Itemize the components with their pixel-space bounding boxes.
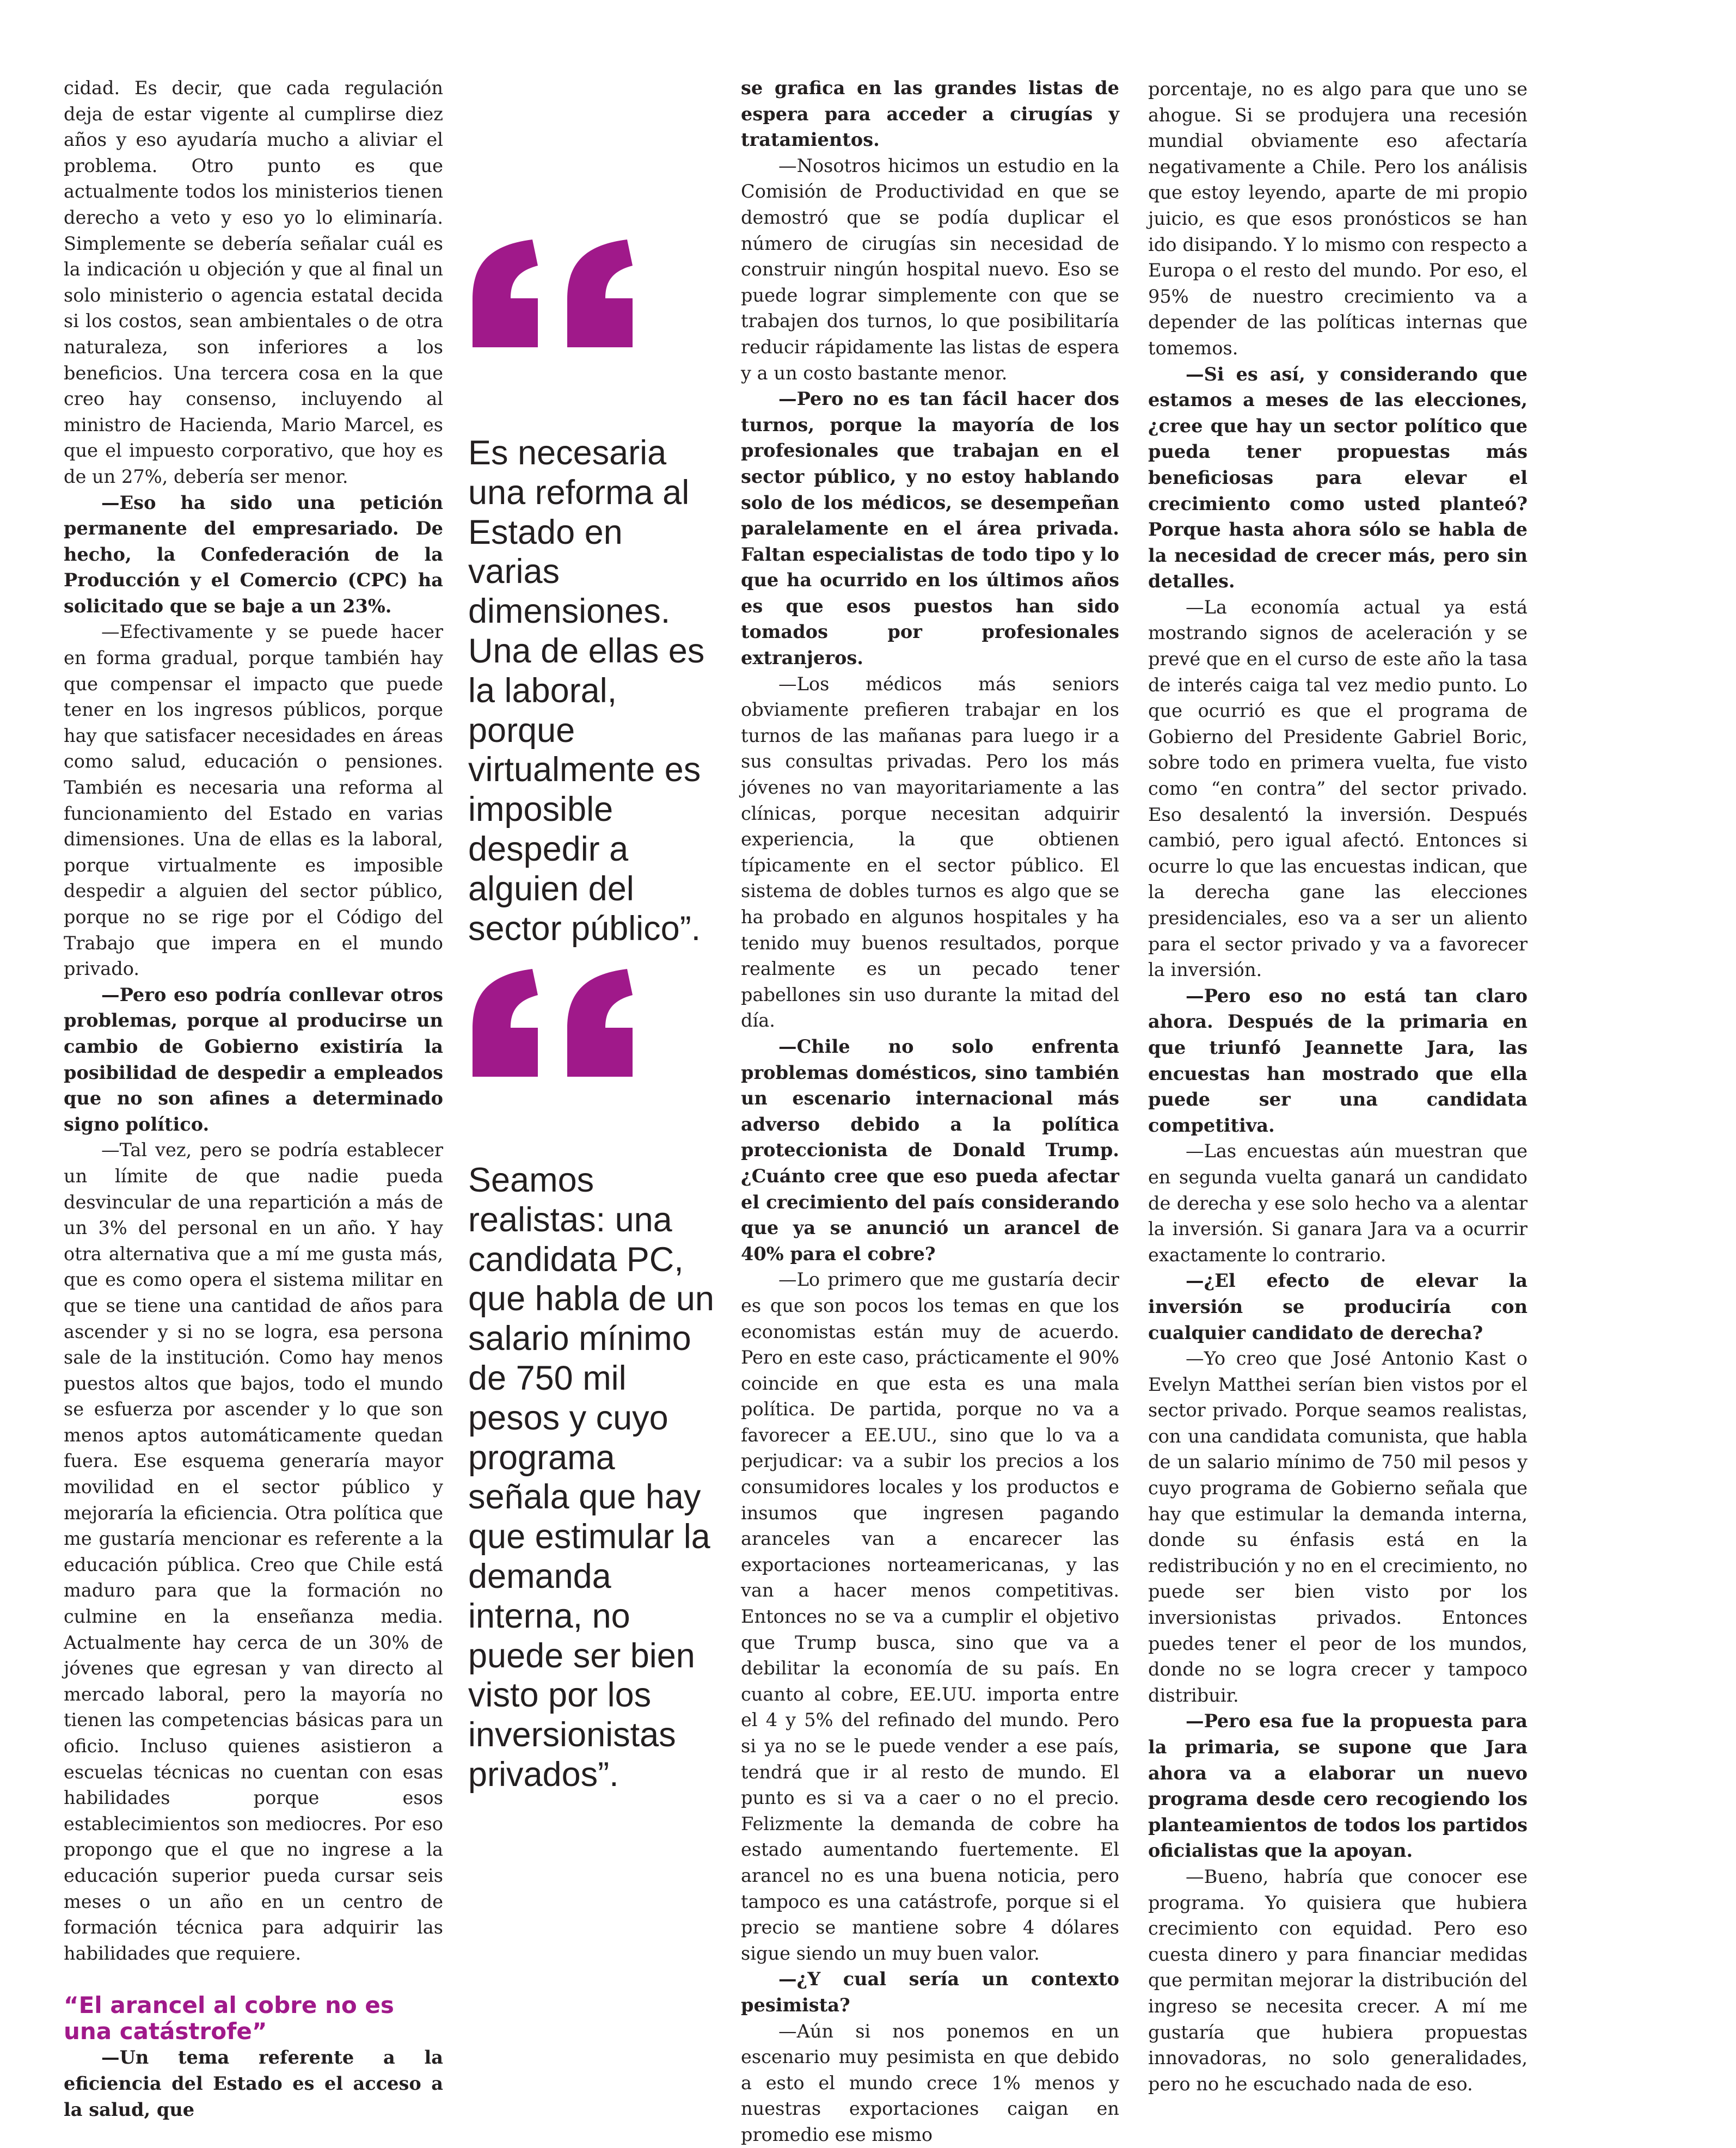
interview-answer: —Aún si nos ponemos en un escenario muy pesimista en que debido a esto el mundo crece 1% menos y nuestras exportaciones caigan en promedio ese mismo: [741, 2020, 1119, 2145]
interview-answer: —Nosotros hicimos un estudio en la Comisión de Productividad en que se demostró que se podía duplicar el número de cirugías sin necesidad de construir ningún hospital nuevo. Eso se puede lograr simplemente con que se trabajen dos turnos, lo que posibilitaría reducir rápidamente las listas de espera y a un costo bastante menor.: [741, 155, 1119, 384]
interview-question: —Chile no solo enfrenta problemas domésticos, sino también un escenario internacional más adverso debido a la política proteccionista de Donald Trump. ¿Cuánto cree que eso pueda afectar el crecimiento del país considerando que ya se anunció un arancel de 40% para el cobre?: [741, 1035, 1119, 1265]
interview-question: —Pero eso podría conllevar otros problemas, porque al producirse un cambio de Gobierno existiría la posibilidad de despedir a empleados que no son afines a determinado signo político.: [64, 983, 443, 1135]
paragraph: cidad. Es decir, que cada regulación deja de estar vigente al cumplirse diez años y eso ayudaría mucho a aliviar el problema. Otro punto es que actualmente todos los ministerios tienen derecho a veto y eso yo lo eliminaría. Simplemente se debería señalar cuál es la indicación u objeción y que al final un solo ministerio o agencia estatal decida si los costos, sean ambientales o de otra naturaleza, son inferiores a los beneficios. Una tercera cosa en la que creo hay consenso, incluyendo al ministro de Hacienda, Mario Marcel, es que el impuesto corporativo, que hoy es de un 27%, debería ser menor.: [64, 77, 443, 487]
interview-question: —¿El efecto de elevar la inversión se produciría con cualquier candidato de derecha?: [1148, 1269, 1528, 1343]
interview-question: se grafica en las grandes listas de espera para acceder a cirugías y tratamientos.: [741, 77, 1119, 151]
interview-question: —Un tema referente a la eficiencia del Estado es el acceso a la salud, que: [64, 2046, 443, 2120]
interview-answer: —Lo primero que me gustaría decir es que son pocos los temas en que los economistas están muy de acuerdo. Pero en este caso, prácticamente el 90% coincide en que esta es una mala política. De partida, porque no va a favorecer a EE.UU., sino que lo va a perjudicar: va a subir los precios a los consumidores locales y los productos e insumos que ingresen pagando aranceles van a encarecer las exportaciones norteamericanas, y las van a hacer menos competitivas. Entonces no se va a cumplir el objetivo que Trump busca, sino que va a debilitar la economía de su país. En cuanto al cobre, EE.UU. importa entre el 4 y 5% del refinado del mundo. Pero si ya no se le puede vender a ese país, tendrá que ir al resto de mundo. El punto es si va a caer o no el precio. Felizmente la demanda de cobre ha estado aumentando fuertemente. El arancel no es una buena noticia, pero tampoco es una catástrofe, porque si el precio se mantiene sobre 4 dólares sigue siendo un muy buen valor.: [741, 1269, 1119, 1964]
interview-question: —Si es así, y considerando que estamos a meses de las elecciones, ¿cree que hay un sector político que pueda tener propuestas más beneficiosas para elevar el crecimiento como usted planteó? Porque hasta ahora sólo se habla de la necesidad de crecer más, pero sin detalles.: [1148, 363, 1528, 592]
interview-answer: —La economía actual ya está mostrando signos de aceleración y se prevé que en el curso de este año la tasa de interés caiga tal vez medio punto. Lo que ocurrió es que el programa de Gobierno del Presidente Gabriel Boric, sobre todo en primera vuelta, fue visto como “en contra” del sector privado. Eso desalentó la inversión. Después cambió, pero igual afectó. Entonces si ocurre lo que las encuestas indican, que la derecha gane las elecciones presidenciales, eso va a ser un aliento para el sector privado y va a favorecer la inversión.: [1148, 596, 1528, 981]
interview-question: —Pero eso no está tan claro ahora. Después de la primaria en que triunfó Jeannette Jara, las encuestas han mostrado que ella puede ser una candidata competitiva.: [1148, 984, 1528, 1136]
section-subheading: “El arancel al cobre no es una catástrofe”: [64, 1992, 394, 2045]
interview-answer: —Bueno, habría que conocer ese programa. Yo quisiera que hubiera crecimiento con equidad. Pero eso cuesta dinero y para financiar medidas que permitan mejorar la distribución del ingreso se necesita crecer. A mí me gustaría que hubiera propuestas innovadoras, no solo generalidades, pero no he escuchado nada de eso.: [1148, 1865, 1528, 2095]
article-column-3: [1148, 76, 1528, 2097]
interview-answer: —Las encuestas aún muestran que en segunda vuelta ganará un candidato de derecha y ese solo hecho va a alentar la inversión. Si ganara Jara va a ocurrir exactamente lo contrario.: [1148, 1140, 1528, 1266]
interview-question: —Pero no es tan fácil hacer dos turnos, porque la mayoría de los profesionales que trabajan en el sector público, y no estoy hablando solo de los médicos, se desempeñan paralelamente en el área privada. Faltan especialistas de todo tipo y lo que ha ocurrido en los últimos años es que esos puestos han sido tomados por profesionales extranjeros.: [741, 388, 1119, 669]
interview-question: —Eso ha sido una petición permanente del empresariado. De hecho, la Confederación de la Producción y el Comercio (CPC) ha solicitado que se baje a un 23%.: [64, 491, 443, 617]
article-column-1: [64, 75, 443, 2122]
quotation-mark-icon: [468, 238, 648, 353]
paragraph: porcentaje, no es algo para que uno se ahogue. Si se produjera una recesión mundial obviamente eso afectaría negativamente a Chile. Pero los análisis que estoy leyendo, aparte de mi propio juicio, es que esos pronósticos se han ido disipando. Y lo mismo con respecto a Europa o el resto del mundo. Por eso, el 95% de nuestro crecimiento va a depender de las políticas internas que tomemos.: [1148, 78, 1528, 359]
pull-quote-1: Es necesaria una reforma al Estado en varias dimensiones. Una de ellas es la laboral, porque virtualmente es imposible despedir a alguien del sector público”.: [468, 434, 705, 948]
quotation-mark-icon: [468, 968, 648, 1082]
interview-answer: —Efectivamente y se puede hacer en forma gradual, porque también hay que compensar el impacto que puede tener en los ingresos públicos, porque hay que satisfacer necesidades en áreas como salud, educación o pensiones. También es necesaria una reforma al funcionamiento del Estado en varias dimensiones. Una de ellas es la laboral, porque virtualmente es imposible despedir a alguien del sector público, porque no se rige por el Código del Trabajo que impera en el mundo privado.: [64, 621, 443, 980]
article-column-2: [741, 75, 1119, 2148]
interview-question: —Pero esa fue la propuesta para la primaria, se supone que Jara ahora va a elaborar un nuevo programa desde cero recogiendo los planteamientos de todos los partidos oficialistas que la apoyan.: [1148, 1710, 1528, 1862]
pull-quote-2: Seamos realistas: una candidata PC, que habla de un salario mínimo de 750 mil pesos y cuyo programa señala que hay que estimular la demanda interna, no puede ser bien visto por los inversionistas privados”.: [468, 1161, 714, 1794]
interview-answer: —Los médicos más seniors obviamente prefieren trabajar en los turnos de las mañanas para luego ir a sus consultas privadas. Pero los más jóvenes no van mayoritariamente a las clínicas, porque necesitan adquirir experiencia, la que obtienen típicamente en el sector público. El sistema de dobles turnos es algo que se ha probado en algunos hospitales y ha tenido muy buenos resultados, porque realmente es un pecado tener pabellones sin uso durante la mitad del día.: [741, 673, 1119, 1032]
interview-question: —¿Y cual sería un contexto pesimista?: [741, 1968, 1119, 2016]
interview-answer: —Yo creo que José Antonio Kast o Evelyn Matthei serían bien vistos por el sector privado. Porque seamos realistas, con una candidata comunista, que habla de un salario mínimo de 750 mil pesos y cuyo programa de Gobierno señala que hay que estimular la demanda interna, donde su énfasis está en la redistribución y no en el crecimiento, no puede ser bien visto por los inversionistas privados. Entonces puedes tener el peor de los mundos, donde no se logra crecer y tampoco distribuir.: [1148, 1348, 1528, 1706]
interview-answer: —Tal vez, pero se podría establecer un límite de que nadie pueda desvincular de una repartición a más de un 3% del personal en un año. Y hay otra alternativa que a mí me gusta más, que es como opera el sistema militar en que se tiene una cantidad de años para ascender y si no se logra, esa persona sale de la institución. Como hay menos puestos altos que bajos, todo el mundo se esfuerza por ascender y lo que son menos aptos automáticamente quedan fuera. Ese esquema generaría mayor movilidad en el sector público y mejoraría la eficiencia. Otra política que me gustaría mencionar es referente a la educación pública. Creo que Chile está maduro para que la formación no culmine en la enseñanza media. Actualmente hay cerca de un 30% de jóvenes que egresan y van directo al mercado laboral, pero la mayoría no tienen las competencias básicas para un oficio. Incluso quienes asistieron a escuelas técnicas no cuentan con esas habilidades porque esos establecimientos son mediocres. Por eso propongo que el que no ingrese a la educación superior pueda cursar seis meses o un año en un centro de formación técnica para adquirir las habilidades que requiere.: [64, 1139, 443, 1964]
